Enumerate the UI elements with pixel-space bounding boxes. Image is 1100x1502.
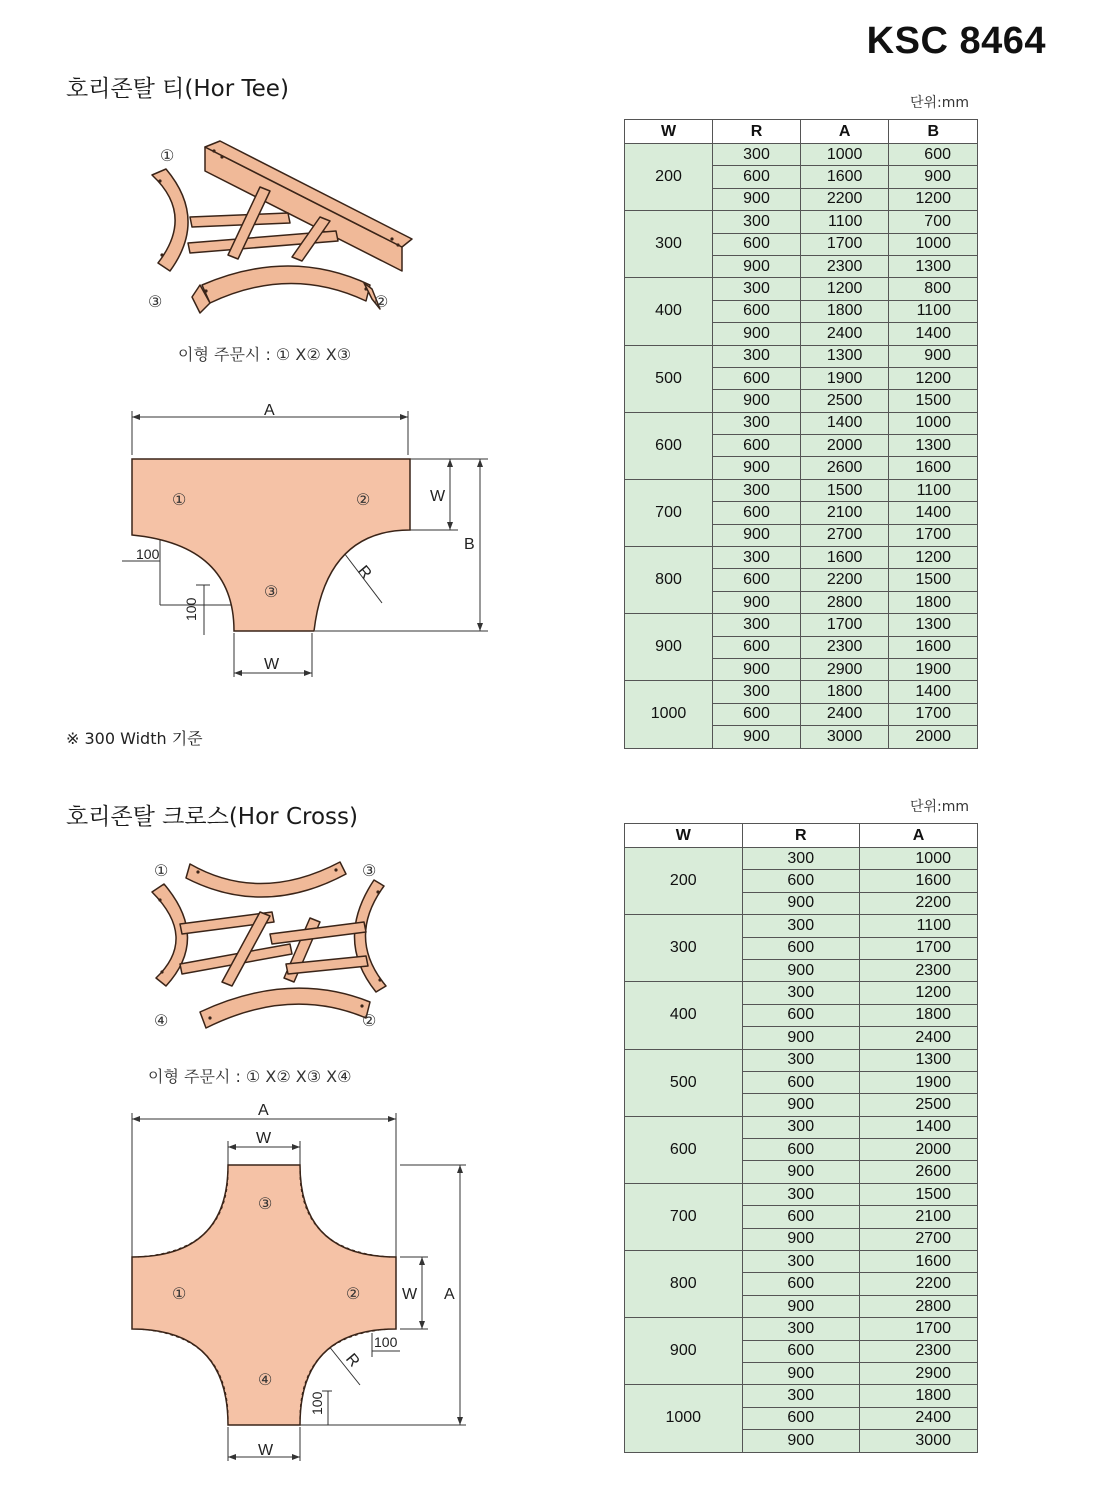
cross-cell-w: 500: [625, 1049, 743, 1116]
cross-col-r: R: [742, 824, 859, 848]
cross-cell-a: 1100: [859, 915, 977, 937]
cross-cell-a: 2100: [859, 1206, 977, 1228]
tee-width-footnote: ※ 300 Width 기준: [66, 729, 203, 748]
tee-table-row: [625, 614, 978, 636]
tee-iso-port-3: ③: [148, 294, 163, 311]
tee-cell-b: 1800: [889, 591, 978, 613]
cross-cell-r: 300: [742, 848, 859, 870]
cross-cell-w: 1000: [625, 1385, 743, 1452]
cross-table-row: [625, 1183, 978, 1205]
cross-cell-r: 900: [742, 959, 859, 981]
tee-cell-a: 2200: [800, 569, 889, 591]
cross-cell-a: 1200: [859, 982, 977, 1004]
cross-iso-port-3: ③: [362, 863, 377, 880]
cross-dim-w-top: W: [256, 1130, 272, 1147]
cross-cell-r: 600: [742, 1139, 859, 1161]
cross-cell-a: 3000: [859, 1430, 977, 1452]
tee-cell-w: 400: [625, 278, 713, 345]
tee-cell-a: 2800: [800, 591, 889, 613]
cross-table-row: [625, 1385, 978, 1407]
cross-cell-r: 600: [742, 1206, 859, 1228]
tee-cell-b: 1900: [889, 658, 978, 680]
tee-cell-b: 1000: [889, 233, 978, 255]
cross-table-row: [625, 1049, 978, 1071]
tee-cell-b: 1400: [889, 681, 978, 703]
cross-cell-a: 1900: [859, 1071, 977, 1093]
tee-cell-w: 800: [625, 547, 713, 614]
tee-cell-b: 700: [889, 211, 978, 233]
tee-cell-w: 200: [625, 144, 713, 211]
tee-cell-r: 300: [713, 345, 801, 367]
cross-cell-w: 900: [625, 1318, 743, 1385]
tee-cell-a: 1800: [800, 681, 889, 703]
cross-dim-100-right: 100: [374, 1334, 398, 1350]
tee-cell-r: 900: [713, 323, 801, 345]
tee-cell-w: 300: [625, 211, 713, 278]
tee-table-row: [625, 144, 978, 166]
tee-cell-w: 600: [625, 412, 713, 479]
tee-cell-a: 1700: [800, 233, 889, 255]
tee-cell-r: 900: [713, 255, 801, 277]
cross-isometric-illustration: [140, 852, 400, 1042]
cross-cell-r: 300: [742, 1318, 859, 1340]
tee-cell-r: 300: [713, 278, 801, 300]
tee-cell-b: 600: [889, 144, 978, 166]
cross-cell-a: 2800: [859, 1295, 977, 1317]
tee-cell-a: 1600: [800, 166, 889, 188]
tee-cell-a: 2100: [800, 502, 889, 524]
tee-cell-b: 900: [889, 166, 978, 188]
cross-table-row: [625, 848, 978, 870]
tee-cell-b: 1400: [889, 502, 978, 524]
cross-table-row: [625, 1251, 978, 1273]
tee-isometric-illustration: [140, 135, 440, 335]
cross-cell-r: 300: [742, 1251, 859, 1273]
tee-cell-b: 1400: [889, 323, 978, 345]
cross-cell-a: 1800: [859, 1385, 977, 1407]
cross-cell-a: 2000: [859, 1139, 977, 1161]
tee-cell-a: 2200: [800, 188, 889, 210]
tee-cell-a: 1600: [800, 547, 889, 569]
tee-dimension-drawing: [110, 395, 510, 685]
cross-cell-a: 2200: [859, 1273, 977, 1295]
cross-cell-r: 600: [742, 1273, 859, 1295]
tee-port-1: ①: [172, 492, 187, 509]
cross-order-note: 이형 주문시 : ① X② X③ X④: [148, 1067, 352, 1086]
tee-cell-b: 1700: [889, 703, 978, 725]
cross-col-a: A: [859, 824, 977, 848]
tee-cell-r: 600: [713, 636, 801, 658]
tee-cell-r: 600: [713, 703, 801, 725]
cross-table-row: [625, 1116, 978, 1138]
tee-cell-r: 900: [713, 658, 801, 680]
cross-cell-r: 300: [742, 1049, 859, 1071]
cross-cell-r: 600: [742, 1004, 859, 1026]
tee-cell-a: 1900: [800, 367, 889, 389]
cross-cell-r: 600: [742, 870, 859, 892]
cross-dim-100-bottom: 100: [309, 1391, 325, 1415]
tee-cell-r: 900: [713, 390, 801, 412]
cross-cell-r: 600: [742, 1407, 859, 1429]
tee-dim-b: B: [464, 536, 475, 553]
tee-cell-r: 600: [713, 367, 801, 389]
tee-cell-a: 2400: [800, 703, 889, 725]
tee-cell-a: 1200: [800, 278, 889, 300]
cross-table-header-row: [625, 824, 978, 848]
cross-cell-r: 600: [742, 937, 859, 959]
tee-table-row: [625, 681, 978, 703]
tee-cell-b: 1200: [889, 547, 978, 569]
tee-cell-a: 2400: [800, 323, 889, 345]
cross-cell-a: 1600: [859, 1251, 977, 1273]
cross-dimension-drawing: [110, 1095, 490, 1475]
cross-cell-a: 2300: [859, 1340, 977, 1362]
tee-cell-a: 1500: [800, 479, 889, 501]
cross-table-row: [625, 982, 978, 1004]
cross-dim-a-top: A: [258, 1102, 269, 1119]
tee-cell-b: 2000: [889, 726, 978, 748]
tee-cell-r: 300: [713, 144, 801, 166]
tee-dim-r: R: [354, 562, 375, 583]
tee-cell-r: 300: [713, 412, 801, 434]
tee-cell-r: 600: [713, 233, 801, 255]
cross-cell-r: 900: [742, 1362, 859, 1384]
tee-cell-b: 1700: [889, 524, 978, 546]
cross-cell-r: 900: [742, 1094, 859, 1116]
cross-cell-w: 800: [625, 1251, 743, 1318]
tee-cell-b: 1600: [889, 457, 978, 479]
cross-unit-label: 단위:mm: [910, 799, 970, 815]
cross-cell-w: 700: [625, 1183, 743, 1250]
tee-cell-r: 300: [713, 479, 801, 501]
tee-cell-a: 3000: [800, 726, 889, 748]
cross-cell-a: 2900: [859, 1362, 977, 1384]
tee-port-3: ③: [264, 584, 279, 601]
tee-cell-b: 800: [889, 278, 978, 300]
cross-cell-a: 2600: [859, 1161, 977, 1183]
tee-cell-a: 1100: [800, 211, 889, 233]
tee-cell-b: 900: [889, 345, 978, 367]
cross-iso-port-4: ④: [154, 1013, 169, 1030]
cross-cell-r: 900: [742, 1161, 859, 1183]
cross-cell-a: 2700: [859, 1228, 977, 1250]
tee-col-r: R: [713, 120, 801, 144]
cross-port-2: ②: [346, 1286, 361, 1303]
tee-cell-r: 300: [713, 614, 801, 636]
cross-col-w: W: [625, 824, 743, 848]
cross-table-row: [625, 915, 978, 937]
tee-cell-a: 2700: [800, 524, 889, 546]
tee-dim-a: A: [264, 402, 275, 419]
cross-cell-w: 300: [625, 915, 743, 982]
tee-table-row: [625, 345, 978, 367]
tee-cell-b: 1200: [889, 188, 978, 210]
tee-cell-a: 2600: [800, 457, 889, 479]
tee-col-b: B: [889, 120, 978, 144]
tee-cell-r: 900: [713, 726, 801, 748]
cross-cell-a: 1800: [859, 1004, 977, 1026]
cross-cell-r: 300: [742, 915, 859, 937]
cross-cell-a: 2400: [859, 1407, 977, 1429]
tee-cell-r: 600: [713, 569, 801, 591]
cross-cell-w: 200: [625, 848, 743, 915]
cross-cell-a: 1700: [859, 1318, 977, 1340]
tee-cell-b: 1300: [889, 435, 978, 457]
cross-cell-a: 1600: [859, 870, 977, 892]
tee-table-row: [625, 479, 978, 501]
tee-cell-w: 700: [625, 479, 713, 546]
cross-port-4: ④: [258, 1372, 273, 1389]
tee-table-row: [625, 547, 978, 569]
tee-cell-r: 900: [713, 457, 801, 479]
cross-cell-r: 300: [742, 1385, 859, 1407]
tee-iso-port-1: ①: [160, 148, 175, 165]
tee-cell-r: 600: [713, 502, 801, 524]
tee-unit-label: 단위:mm: [910, 95, 970, 111]
tee-cell-b: 1100: [889, 479, 978, 501]
cross-cell-a: 1500: [859, 1183, 977, 1205]
tee-cell-a: 2900: [800, 658, 889, 680]
cross-section-title: 호리존탈 크로스(Hor Cross): [66, 804, 358, 830]
cross-iso-port-1: ①: [154, 863, 169, 880]
cross-cell-r: 900: [742, 892, 859, 914]
cross-table-row: [625, 1318, 978, 1340]
tee-cell-a: 2300: [800, 255, 889, 277]
tee-cell-r: 900: [713, 188, 801, 210]
cross-cell-a: 1300: [859, 1049, 977, 1071]
cross-cell-r: 300: [742, 1116, 859, 1138]
tee-cell-r: 900: [713, 524, 801, 546]
cross-cell-r: 600: [742, 1340, 859, 1362]
cross-cell-a: 2500: [859, 1094, 977, 1116]
tee-cell-r: 600: [713, 166, 801, 188]
tee-table-row: [625, 412, 978, 434]
tee-cell-b: 1500: [889, 569, 978, 591]
tee-col-a: A: [800, 120, 889, 144]
tee-table-header-row: [625, 120, 978, 144]
cross-cell-a: 2300: [859, 959, 977, 981]
tee-cell-b: 1100: [889, 300, 978, 322]
tee-cell-b: 1300: [889, 255, 978, 277]
cross-dim-w-bottom: W: [258, 1442, 274, 1459]
tee-table-row: [625, 278, 978, 300]
cross-dim-r: R: [342, 1350, 363, 1371]
tee-cell-a: 2000: [800, 435, 889, 457]
cross-dim-w-right: W: [402, 1286, 418, 1303]
cross-cell-w: 600: [625, 1116, 743, 1183]
cross-spec-table: [624, 823, 978, 1453]
tee-cell-w: 900: [625, 614, 713, 681]
cross-cell-a: 1400: [859, 1116, 977, 1138]
cross-cell-a: 1700: [859, 937, 977, 959]
tee-cell-r: 300: [713, 547, 801, 569]
tee-order-note: 이형 주문시 : ① X② X③: [178, 345, 352, 364]
cross-port-1: ①: [172, 1286, 187, 1303]
tee-cell-b: 1300: [889, 614, 978, 636]
tee-cell-b: 1000: [889, 412, 978, 434]
tee-dim-100-bottom: 100: [183, 597, 199, 621]
tee-cell-a: 1700: [800, 614, 889, 636]
tee-cell-a: 2300: [800, 636, 889, 658]
tee-dim-100-left: 100: [136, 546, 160, 562]
tee-cell-a: 1000: [800, 144, 889, 166]
tee-col-w: W: [625, 120, 713, 144]
cross-cell-r: 900: [742, 1228, 859, 1250]
tee-cell-r: 600: [713, 300, 801, 322]
cross-port-3: ③: [258, 1196, 273, 1213]
tee-iso-port-2: ②: [374, 294, 389, 311]
cross-cell-a: 2200: [859, 892, 977, 914]
cross-cell-w: 400: [625, 982, 743, 1049]
tee-dim-w-right: W: [430, 488, 446, 505]
standard-code: KSC 8464: [866, 20, 1046, 62]
cross-cell-r: 300: [742, 982, 859, 1004]
cross-iso-port-2: ②: [362, 1013, 377, 1030]
tee-cell-a: 1400: [800, 412, 889, 434]
tee-dim-w-bottom: W: [264, 656, 280, 673]
tee-cell-a: 2500: [800, 390, 889, 412]
cross-cell-r: 900: [742, 1295, 859, 1317]
cross-cell-r: 900: [742, 1430, 859, 1452]
cross-cell-a: 1000: [859, 848, 977, 870]
tee-cell-b: 1200: [889, 367, 978, 389]
tee-cell-r: 300: [713, 681, 801, 703]
tee-cell-w: 500: [625, 345, 713, 412]
tee-cell-a: 1300: [800, 345, 889, 367]
tee-port-2: ②: [356, 492, 371, 509]
cross-cell-a: 2400: [859, 1027, 977, 1049]
cross-cell-r: 900: [742, 1027, 859, 1049]
tee-cell-b: 1600: [889, 636, 978, 658]
tee-cell-b: 1500: [889, 390, 978, 412]
cross-cell-r: 600: [742, 1071, 859, 1093]
cross-cell-r: 300: [742, 1183, 859, 1205]
cross-dim-a-right: A: [444, 1286, 455, 1303]
tee-cell-r: 600: [713, 435, 801, 457]
tee-table-row: [625, 211, 978, 233]
tee-section-title: 호리존탈 티(Hor Tee): [66, 76, 289, 102]
tee-cell-w: 1000: [625, 681, 713, 748]
tee-spec-table: [624, 119, 978, 749]
tee-cell-a: 1800: [800, 300, 889, 322]
tee-cell-r: 300: [713, 211, 801, 233]
tee-cell-r: 900: [713, 591, 801, 613]
